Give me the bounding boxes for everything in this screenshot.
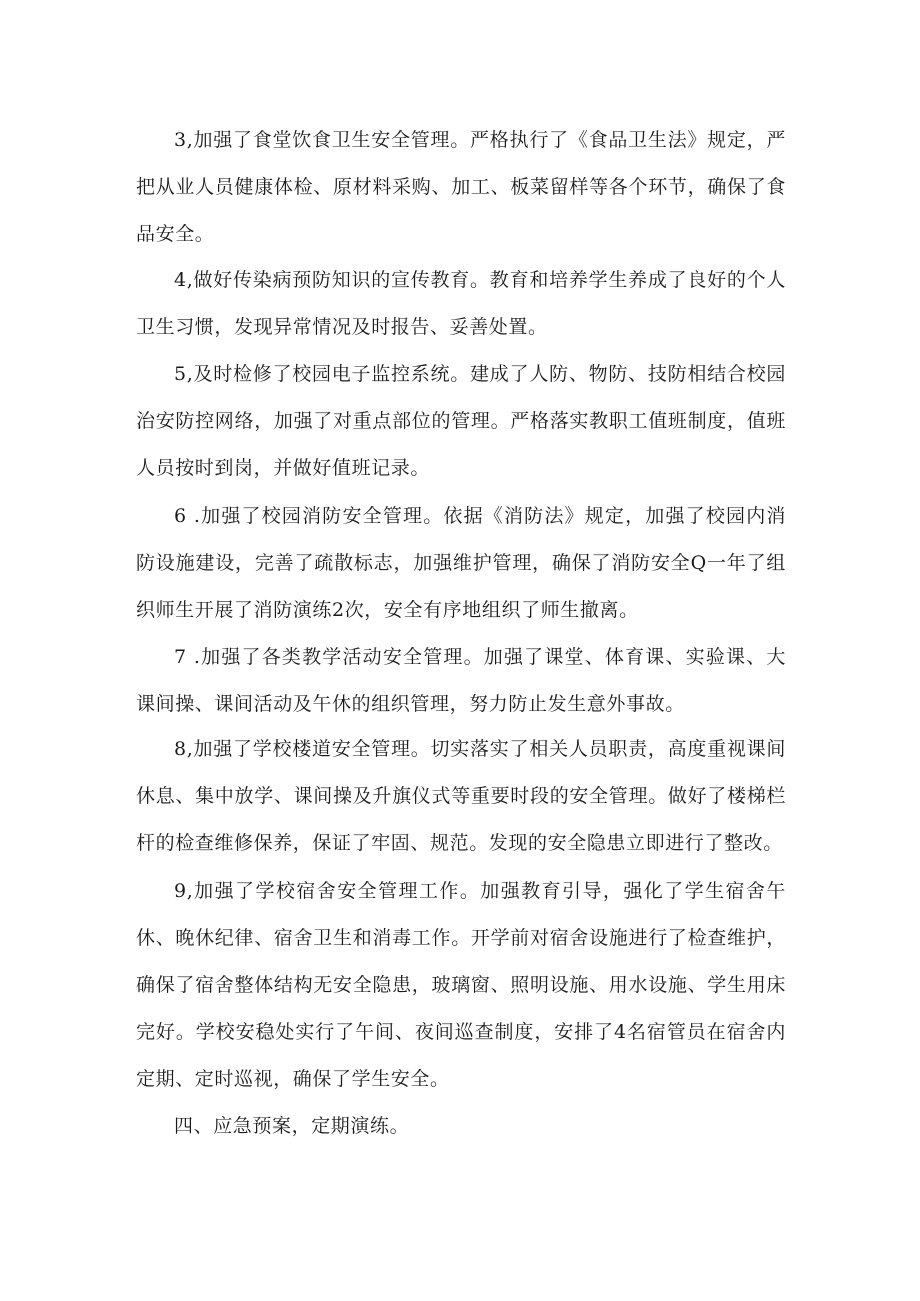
- paragraph-canteen-safety: 3,加强了食堂饮食卫生安全管理。严格执行了《食品卫生法》规定，严把从业人员健康体检、原材料采购、加工、板菜留样等各个环节，确保了食品安全。: [136, 129, 786, 245]
- section-heading-emergency-plan: 四、应急预案，定期演练。: [174, 1115, 410, 1137]
- paragraph-fire-safety: 6 .加强了校园消防安全管理。依据《消防法》规定，加强了校园内消防设施建设，完善了疏散标志，加强维护管理，确保了消防安全Q一年了组织师生开展了消防演练2次，安全有序地组织了师生撤离。: [136, 505, 786, 621]
- paragraph-disease-prevention: 4,做好传染病预防知识的宣传教育。教育和培养学生养成了良好的个人卫生习惯，发现异常情况及时报告、妥善处置。: [136, 269, 786, 338]
- paragraph-teaching-activities: 7 .加强了各类教学活动安全管理。加强了课堂、体育课、实验课、大课间操、课间活动及午休的组织管理，努力防止发生意外事故。: [136, 646, 786, 715]
- paragraph-corridor-safety: 8,加强了学校楼道安全管理。切实落实了相关人员职责，高度重视课间休息、集中放学、课间操及升旗仪式等重要时段的安全管理。做好了楼梯栏杆的检查维修保养，保证了牢固、规范。发现的安全隐患立即进行了整改。: [136, 738, 786, 854]
- paragraph-surveillance-system: 5,及时检修了校园电子监控系统。建成了人防、物防、技防相结合校园治安防控网络，加强了对重点部位的管理。严格落实教职工值班制度，值班人员按时到岗，并做好值班记录。: [136, 363, 786, 479]
- paragraph-dormitory-safety: 9,加强了学校宿舍安全管理工作。加强教育引导，强化了学生宿舍午休、晚休纪律、宿舍卫生和消毒工作。开学前对宿舍设施进行了检查维护，确保了宿舍整体结构无安全隐患，玻璃窗、照明设施、用水设施、学生用床完好。学校安稳处实行了午间、夜间巡查制度，安排了4名宿管员在宿舍内定期、定时巡视，确保了学生安全。: [136, 880, 786, 1090]
